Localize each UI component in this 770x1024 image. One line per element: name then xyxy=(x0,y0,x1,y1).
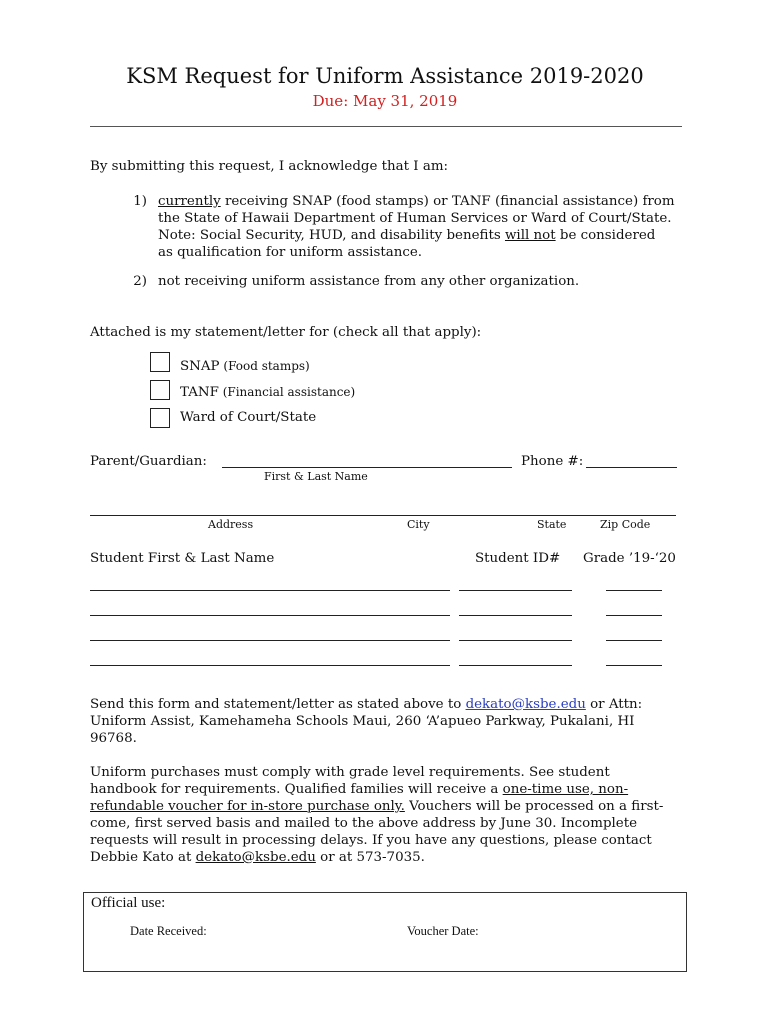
grade-field[interactable] xyxy=(606,665,662,666)
policy-line-3-post: Vouchers will be processed on a first- xyxy=(404,799,664,814)
first-last-name-caption: First & Last Name xyxy=(264,470,368,483)
parent-name-field[interactable] xyxy=(222,467,512,468)
student-name-field[interactable] xyxy=(90,665,450,666)
due-date: Due: May 31, 2019 xyxy=(312,92,458,110)
send-line-3: 96768. xyxy=(90,731,137,746)
voucher-terms-1: one-time use, non- xyxy=(502,782,629,797)
snap-label xyxy=(180,359,310,374)
address-caption: Address xyxy=(208,518,254,531)
snap-label-main: SNAP xyxy=(180,359,220,374)
policy-line-6-post: or at 573-7035. xyxy=(315,850,425,865)
header-divider xyxy=(90,126,682,127)
phone-field[interactable] xyxy=(586,467,677,468)
grade-field[interactable] xyxy=(606,640,662,641)
policy-line-4: come, first served basis and mailed to the above address by June 30. Incomplete xyxy=(90,816,638,831)
send-post: or Attn: xyxy=(585,697,643,712)
attached-label: Attached is my statement/letter for (check all that apply): xyxy=(90,325,482,340)
policy-line-5: requests will result in processing delays. If you have any questions, please contact xyxy=(90,833,652,848)
send-pre: Send this form and statement/letter as stated above to xyxy=(90,697,466,712)
ward-checkbox[interactable] xyxy=(150,408,170,428)
student-id-field[interactable] xyxy=(459,590,572,591)
tanf-label-sub: (Financial assistance) xyxy=(218,385,356,399)
state-caption: State xyxy=(537,518,567,531)
email-link[interactable]: dekato@ksbe.edu xyxy=(465,697,586,712)
ward-label: Ward of Court/State xyxy=(180,410,317,425)
student-id-field[interactable] xyxy=(459,615,572,616)
policy-line-2-pre: handbook for requirements. Qualified families will receive a xyxy=(90,782,503,797)
contact-email[interactable]: dekato@ksbe.edu xyxy=(195,850,316,865)
student-id-field[interactable] xyxy=(459,665,572,666)
voucher-terms-2: refundable voucher for in-store purchase only. xyxy=(90,799,405,814)
policy-line-2 xyxy=(90,781,628,798)
student-id-field[interactable] xyxy=(459,640,572,641)
item-1-line-1-rest: receiving SNAP (food stamps) or TANF (financial assistance) from xyxy=(220,194,675,209)
official-box-dash-left xyxy=(83,920,84,944)
policy-line-6-pre: Debbie Kato at xyxy=(90,850,196,865)
send-line-1 xyxy=(90,696,642,713)
item-1-line-1 xyxy=(158,193,675,210)
voucher-date-label: Voucher Date: xyxy=(407,924,479,938)
item-2-number: 2) xyxy=(133,274,147,289)
official-box-dash-right xyxy=(686,920,687,944)
grade-field[interactable] xyxy=(606,590,662,591)
item-1-line-4: as qualification for uniform assistance. xyxy=(158,245,423,260)
student-name-header: Student First & Last Name xyxy=(90,551,275,566)
student-name-field[interactable] xyxy=(90,590,450,591)
snap-label-sub: (Food stamps) xyxy=(219,359,310,373)
official-use-title: Official use: xyxy=(91,895,166,911)
item-1-number: 1) xyxy=(133,194,147,209)
student-name-field[interactable] xyxy=(90,640,450,641)
address-field[interactable] xyxy=(90,515,676,516)
will-not-text: will not xyxy=(504,228,556,243)
snap-checkbox[interactable] xyxy=(150,352,170,372)
policy-line-3 xyxy=(90,798,663,815)
item-1-line-3-rest: be considered xyxy=(555,228,656,243)
item-2-text: not receiving uniform assistance from any other organization. xyxy=(158,274,580,289)
send-line-2: Uniform Assist, Kamehameha Schools Maui, 260 ‘A’apueo Parkway, Pukalani, HI xyxy=(90,714,635,729)
policy-line-6 xyxy=(90,849,425,866)
tanf-checkbox[interactable] xyxy=(150,380,170,400)
zip-caption: Zip Code xyxy=(600,518,651,531)
item-1-line-2: the State of Hawaii Department of Human Services or Ward of Court/State. xyxy=(158,211,672,226)
page-title: KSM Request for Uniform Assistance 2019-2020 xyxy=(126,64,644,88)
parent-guardian-label: Parent/Guardian: xyxy=(90,454,207,469)
currently-text: currently xyxy=(158,194,221,209)
tanf-label xyxy=(180,385,355,400)
item-1-note: Note: Social Security, HUD, and disability benefits xyxy=(158,228,505,243)
date-received-label: Date Received: xyxy=(130,924,207,938)
phone-label: Phone #: xyxy=(521,454,584,469)
grade-header: Grade ’19-‘20 xyxy=(583,551,676,566)
intro-text: By submitting this request, I acknowledge that I am: xyxy=(90,159,449,174)
item-1-line-3 xyxy=(158,227,655,244)
student-id-header: Student ID# xyxy=(475,551,561,566)
grade-field[interactable] xyxy=(606,615,662,616)
city-caption: City xyxy=(407,518,430,531)
tanf-label-main: TANF xyxy=(180,385,219,400)
student-name-field[interactable] xyxy=(90,615,450,616)
policy-line-1: Uniform purchases must comply with grade level requirements. See student xyxy=(90,765,610,780)
